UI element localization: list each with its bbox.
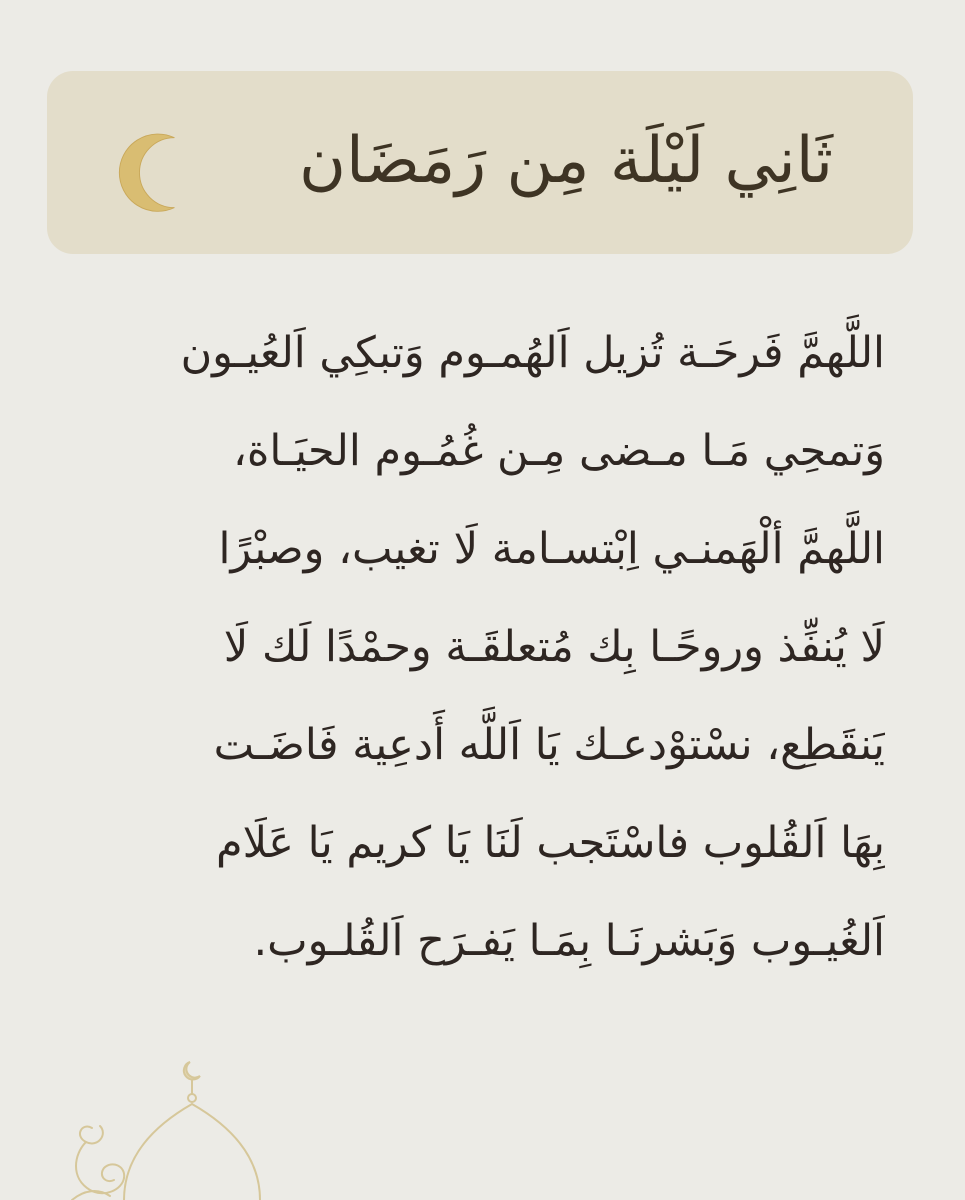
dua-line: اللَّهمَّ ألْهَمنـي اِبْتسـامة لَا تغيب، وصبْرًا [218,524,885,574]
dua-line: اَلغُيـوب وَبَشرنَـا بِمَـا يَفـرَح اَلقُلـوب. [253,916,885,966]
dua-line: وَتمحِي مَـا مـضى مِـن غُمُـوم الحيَـاة، [232,426,885,476]
dua-line: اللَّهمَّ فَرحَـة تُزيل اَلهُمـوم وَتبكِي اَلعُيـون [180,328,885,378]
dua-line: لَا يُنفِّذ وروحًـا بِك مُتعلقَـة وحمْدًا لَك لَا [223,622,885,672]
dua-line: يَنقَطِع، نسْتوْدعـك يَا اَللَّه أَدعِية فَاضَـت [213,720,885,770]
dua-text [80,304,885,990]
page-title: ثَانِي لَيْلَة مِن رَمَضَان [299,124,833,198]
mosque-dome-ornament-icon [64,1050,279,1200]
crescent-moon-icon [99,123,191,215]
dua-line: بِهَا اَلقُلوب فاسْتَجب لَنَا يَا كريم يَا عَلَام [216,818,885,868]
title-banner [47,71,913,254]
